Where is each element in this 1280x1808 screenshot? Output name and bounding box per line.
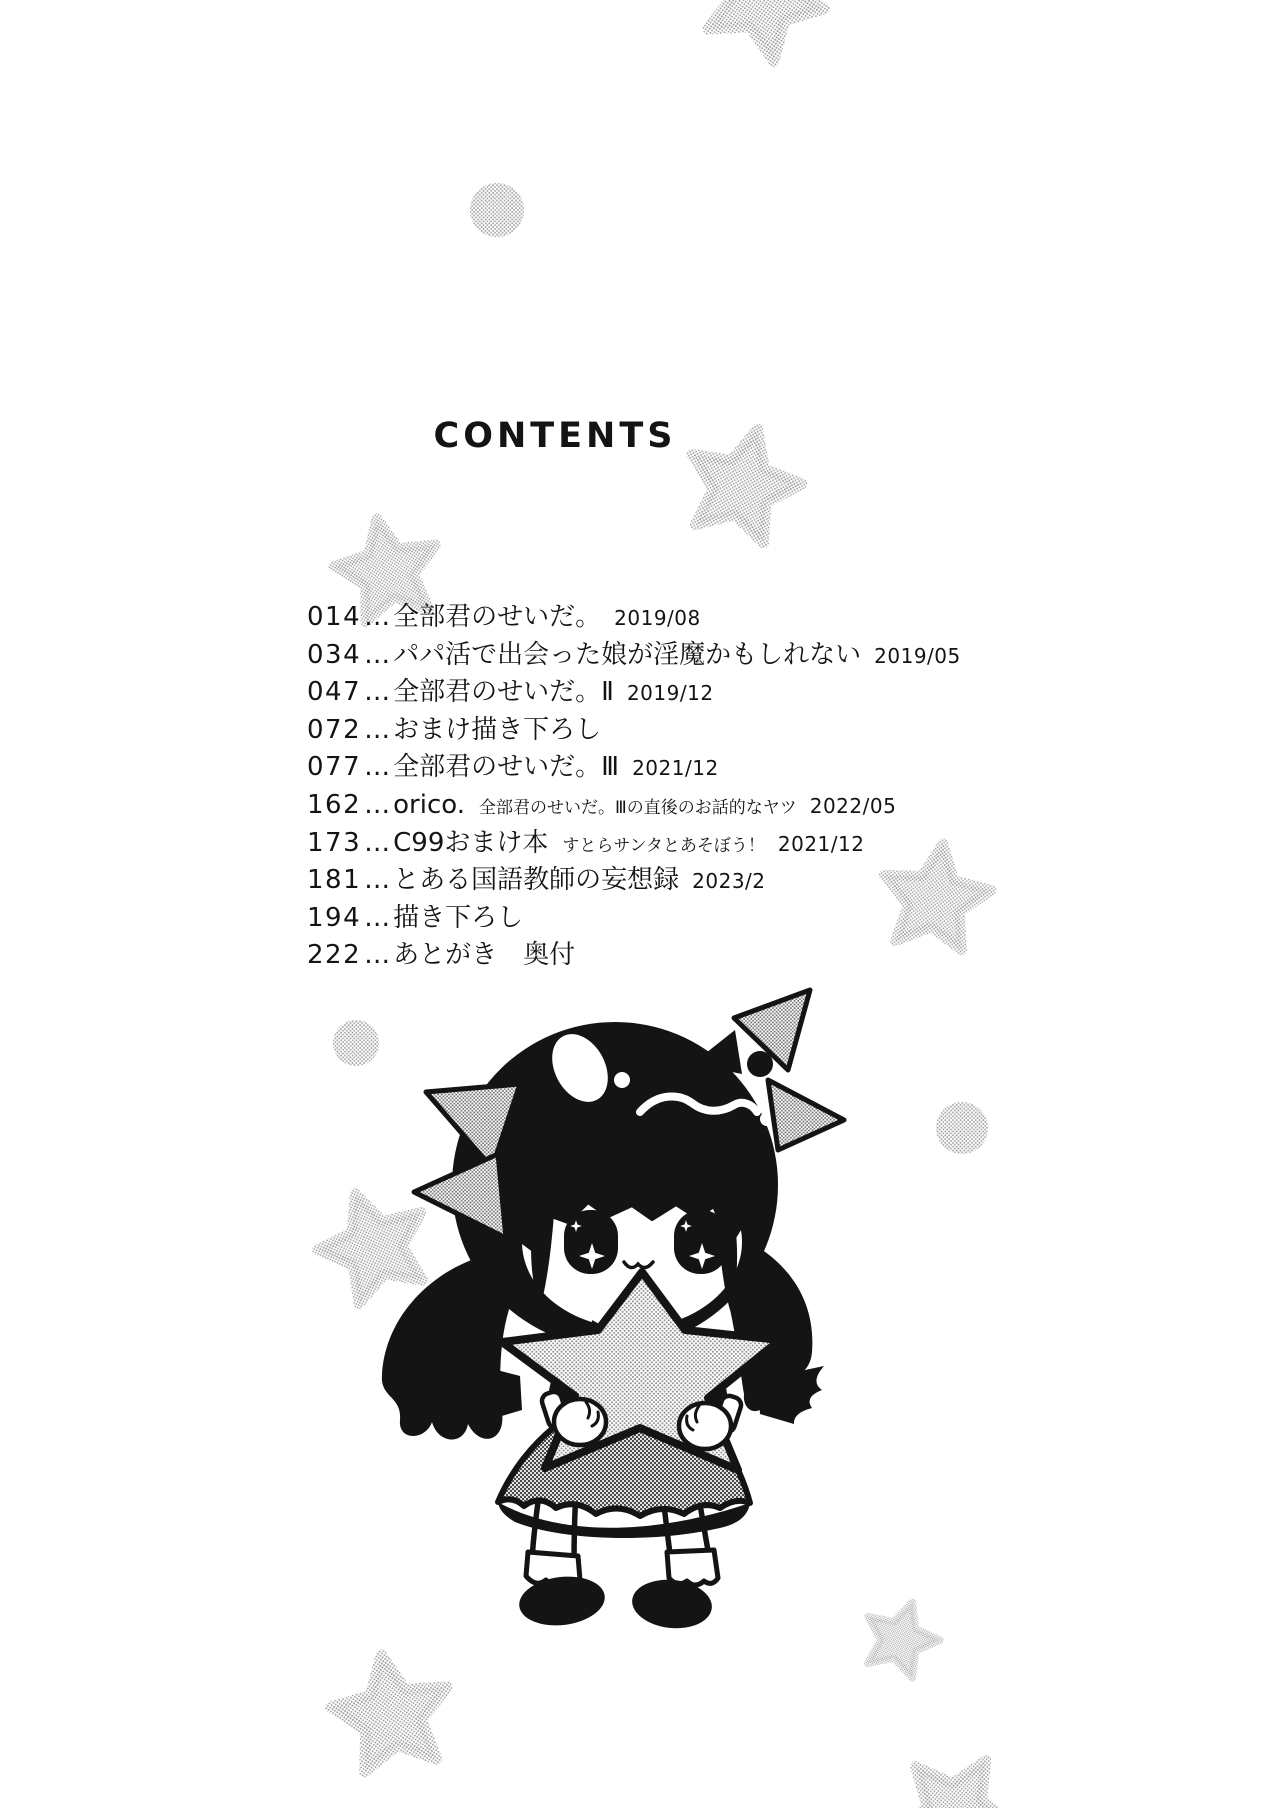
toc-leader: … [364, 602, 391, 632]
toc-entry [307, 825, 961, 863]
toc-leader: … [364, 677, 391, 708]
toc-date: 2022/05 [809, 793, 897, 818]
toc-leader: … [364, 865, 391, 896]
toc-entry [307, 674, 961, 712]
toc-entry [307, 712, 961, 750]
toc-subtitle: すとらサンタとあそぼう！ [562, 835, 765, 856]
toc-date: 2021/12 [632, 756, 719, 781]
toc-date: 2019/08 [614, 606, 701, 630]
halftone-star-decoration [323, 1645, 459, 1776]
character-hair-bow-left [414, 1084, 526, 1246]
toc-date: 2019/05 [874, 643, 961, 668]
toc-page-number: 173 [307, 827, 362, 858]
toc-title: あとがき 奥付 [393, 940, 576, 971]
toc-entry [307, 937, 961, 975]
halftone-dot-decoration [936, 1102, 988, 1154]
toc-date: 2023/2 [692, 869, 766, 894]
toc-title: パパ活で出会った娘が淫魔かもしれない [393, 639, 862, 670]
toc-title: 全部君のせいだ。 [393, 602, 602, 632]
toc-leader: … [364, 639, 391, 670]
toc-page-number: 072 [307, 714, 362, 745]
toc-leader: … [364, 902, 391, 933]
toc-title: 全部君のせいだ。Ⅲ [393, 752, 620, 783]
toc-subtitle: 全部君のせいだ。Ⅲの直後のお話的なヤツ [478, 797, 797, 818]
toc-leader: … [364, 940, 391, 971]
toc-date: 2021/12 [777, 831, 865, 856]
toc-leader: … [364, 714, 391, 745]
table-of-contents [307, 599, 961, 975]
toc-title: C99おまけ本 [393, 827, 549, 858]
toc-title: 全部君のせいだ。Ⅱ [393, 677, 614, 708]
halftone-star-decoration [894, 1759, 1017, 1808]
halftone-dot-decoration [470, 183, 524, 237]
toc-date: 2019/12 [626, 681, 714, 706]
toc-entry [307, 787, 961, 825]
toc-leader: … [364, 827, 391, 858]
toc-entry [307, 637, 961, 675]
toc-entry [307, 900, 961, 938]
toc-entry [307, 599, 961, 637]
toc-entry [307, 862, 961, 900]
toc-page-number: 162 [307, 789, 362, 820]
toc-leader: … [364, 789, 391, 820]
toc-title: とある国語教師の妄想録 [393, 865, 680, 896]
toc-page-number: 194 [307, 902, 362, 933]
toc-title: 描き下ろし [393, 902, 524, 933]
chibi-character-illustration [340, 1000, 860, 1640]
toc-entry [307, 749, 961, 787]
toc-leader: … [364, 752, 391, 783]
toc-title: orico. [393, 789, 465, 820]
toc-page-number: 014 [307, 602, 362, 632]
toc-page-number: 222 [307, 940, 362, 971]
halftone-star-decoration [854, 1590, 949, 1682]
toc-page-number: 181 [307, 865, 362, 896]
toc-page-number: 047 [307, 677, 362, 708]
toc-title: おまけ描き下ろし [393, 714, 602, 745]
toc-page-number: 034 [307, 639, 362, 670]
halftone-star-decoration [696, 0, 832, 71]
page-title: CONTENTS [433, 416, 677, 456]
toc-page-number: 077 [307, 752, 362, 783]
